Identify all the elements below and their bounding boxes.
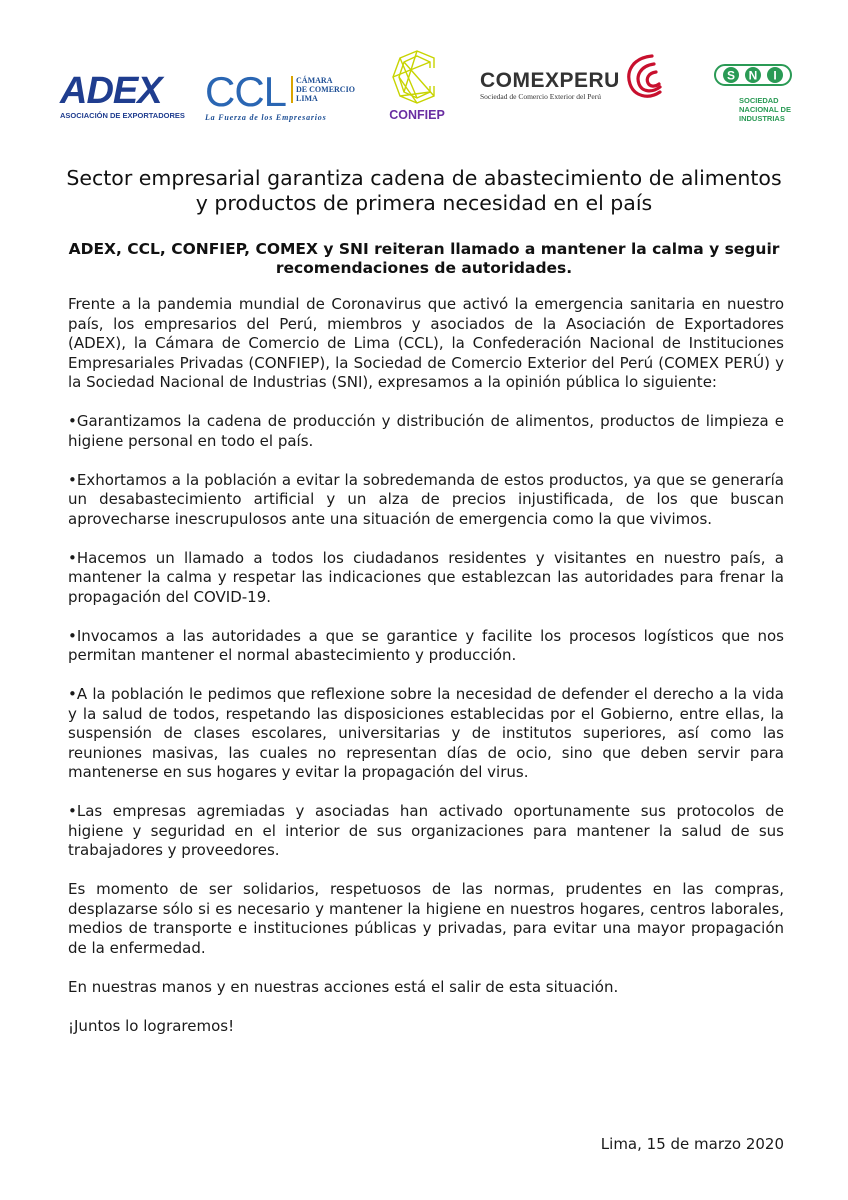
adex-logo-subtitle: ASOCIACIÓN DE EXPORTADORES [60,111,185,120]
paragraph-bullet-3: •Hacemos un llamado a todos los ciudadanos residentes y visitantes en nuestro país, a mantener la calma y respetar las indicaciones que establezcan las autoridades para frenar la propagación del COVID-19. [68,548,784,606]
ccl-side-line-1: CÁMARA [296,76,333,85]
document-body [68,295,784,1056]
ccl-side-line-2: DE COMERCIO [296,85,355,94]
confiep-logo-name: CONFIEP [389,108,445,122]
paragraph-bullet-5: •A la población le pedimos que reflexione sobre la necesidad de defender el derecho a la vida y la salud de todos, respetando las disposiciones establecidas por el Gobierno, entre ellas, la suspensión de clases escolares, universitarias y de institutos superiores, así como las reuniones masivas, las cuales no representan días de ocio, sino que deben servir para mantenerse en sus hogares y evitar la propagación del virus. [68,685,784,781]
paragraph-bullet-2: •Exhortamos a la población a evitar la sobredemanda de estos productos, ya que se generaría un desabastecimiento artificial y un alza de precios injustificada, de los que buscan aprovecharse inescrupulosos ante una situación de emergencia como la que vivimos. [68,470,784,528]
confiep-logo [380,48,454,122]
sni-logo [713,62,793,123]
adex-logo-name: ADEX [60,70,162,112]
comexperu-logo-name: COMEXPERU [480,69,620,92]
document-title: Sector empresarial garantiza cadena de abastecimiento de alimentos y productos de primera necesidad en el país [66,166,782,215]
document-date: Lima, 15 de marzo 2020 [600,1135,784,1153]
ccl-logo-side-text [291,76,355,103]
ccl-side-line-3: LIMA [296,94,318,103]
comexperu-text [480,69,620,101]
svg-text:I: I [773,68,777,83]
document-subtitle: ADEX, CCL, CONFIEP, COMEX y SNI reiteran llamado a mantener la calma y seguir recomendaciones de autoridades. [68,240,780,277]
confiep-c-icon [388,48,446,106]
comexperu-logo [480,66,668,104]
paragraph-bullet-4: •Invocamos a las autoridades a que se garantice y facilite los procesos logísticos que nos permitan mantener el normal abastecimiento y producción. [68,626,784,664]
paragraph-bullet-6: •Las empresas agremiadas y asociadas han activado oportunamente sus protocolos de higiene y seguridad en el interior de sus organizaciones para mantener la salud de sus trabajadores y proveedores. [68,802,784,859]
svg-text:S: S [726,68,736,83]
sni-text-line-2: NACIONAL DE [739,105,791,114]
ccl-logo [205,68,355,122]
comexperu-swirl-icon [622,52,668,104]
paragraph-closing: Es momento de ser solidarios, respetuosos de las normas, prudentes en las compras, desplazarse sólo si es necesario y mantener la higiene en nuestros hogares, centros laborales, medios de transporte e instituciones públicas y privadas, para evitar una mayor propagación de la enfermedad. [68,880,784,957]
sni-text-line-3: INDUSTRIAS [739,114,785,123]
ccl-logo-name: CCL [205,68,287,115]
sni-mark-icon [713,62,793,88]
svg-text:N: N [748,68,758,83]
paragraph-bullet-1: •Garantizamos la cadena de producción y distribución de alimentos, productos de limpieza e higiene personal en todo el país. [68,412,784,450]
comexperu-logo-subtitle: Sociedad de Comercio Exterior del Perú [480,92,602,101]
paragraph-statement: En nuestras manos y en nuestras acciones está el salir de esta situación. [68,977,619,996]
sni-logo-text [739,96,793,123]
adex-logo [60,72,185,120]
logo-bar [0,40,848,140]
sni-text-line-1: SOCIEDAD [739,96,779,105]
paragraph-intro: Frente a la pandemia mundial de Coronavirus que activó la emergencia sanitaria en nuestro país, los empresarios del Perú, miembros y asociados de la Asociación de Exportadores (ADEX), la Cámara de Comercio de Lima (CCL), la Confederación Nacional de Instituciones Empresariales Privadas (CONFIEP), la Sociedad de Comercio Exterior del Perú (COMEX PERÚ) y la Sociedad Nacional de Industrias (SNI), expresamos a la opinión pública lo siguiente: [68,295,784,391]
ccl-logo-tagline: La Fuerza de los Empresarios [205,113,327,122]
paragraph-slogan: ¡Juntos lo lograremos! [68,1016,235,1035]
